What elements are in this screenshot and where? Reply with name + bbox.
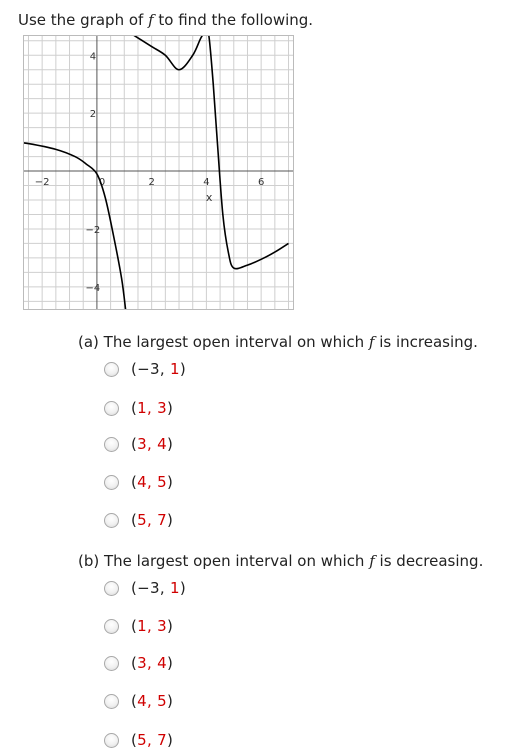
- option-label: (1, 3): [131, 617, 174, 635]
- question-a-option-4[interactable]: [104, 471, 173, 493]
- option-label: (5, 7): [131, 731, 174, 749]
- option-label: (3, 4): [131, 435, 174, 453]
- intro-prefix: Use the graph of: [18, 11, 149, 29]
- option-label: (1, 3): [131, 399, 174, 417]
- intro-suffix: to find the following.: [153, 11, 314, 29]
- radio-button[interactable]: [104, 656, 119, 671]
- radio-button[interactable]: [104, 694, 119, 709]
- x-tick-label: 4: [203, 177, 210, 189]
- radio-button[interactable]: [104, 401, 119, 416]
- radio-button[interactable]: [104, 513, 119, 528]
- option-label: (4, 5): [131, 473, 174, 491]
- question-a-suffix: is increasing.: [374, 333, 478, 351]
- function-graph: [23, 35, 294, 310]
- option-label: (3, 4): [131, 654, 174, 672]
- question-b-option-4[interactable]: [104, 690, 173, 712]
- question-a-var: f: [368, 333, 375, 351]
- graph-border: [24, 36, 294, 310]
- y-tick-label: −4: [85, 282, 101, 294]
- question-b-suffix: is decreasing.: [374, 552, 484, 570]
- question-a-option-5[interactable]: [104, 509, 173, 531]
- function-name: f: [148, 11, 154, 29]
- option-label: (−3, 1): [131, 579, 186, 597]
- x-tick-label: 0: [98, 177, 106, 189]
- question-a: [78, 333, 478, 351]
- option-label: (5, 7): [131, 511, 174, 529]
- radio-button[interactable]: [104, 362, 119, 377]
- question-b-option-1[interactable]: [104, 577, 186, 599]
- x-tick-label: 6: [257, 177, 265, 189]
- radio-button[interactable]: [104, 475, 119, 490]
- question-b-option-2[interactable]: [104, 615, 173, 637]
- y-tick-label: −2: [85, 224, 101, 236]
- question-b-option-3[interactable]: [104, 652, 173, 674]
- question-b-option-5[interactable]: [104, 729, 173, 751]
- radio-button[interactable]: [104, 619, 119, 634]
- option-label: (−3, 1): [131, 360, 186, 378]
- radio-button[interactable]: [104, 437, 119, 452]
- question-a-option-2[interactable]: [104, 397, 173, 419]
- question-b-var: f: [369, 552, 375, 570]
- question-a-option-3[interactable]: [104, 433, 173, 455]
- y-tick-label: 2: [89, 109, 97, 121]
- radio-button[interactable]: [104, 733, 119, 748]
- question-a-prefix: (a) The largest open interval on which: [78, 333, 369, 351]
- problem-statement: [18, 11, 313, 29]
- radio-button[interactable]: [104, 581, 119, 596]
- y-tick-label: 4: [89, 51, 97, 63]
- x-axis-label: x: [205, 191, 213, 205]
- question-b-prefix: (b) The largest open interval on which: [78, 552, 370, 570]
- option-label: (4, 5): [131, 692, 174, 710]
- question-a-option-1[interactable]: [104, 358, 186, 380]
- x-tick-label: 2: [148, 177, 155, 189]
- question-b: [78, 552, 483, 570]
- x-tick-label: −2: [34, 177, 50, 189]
